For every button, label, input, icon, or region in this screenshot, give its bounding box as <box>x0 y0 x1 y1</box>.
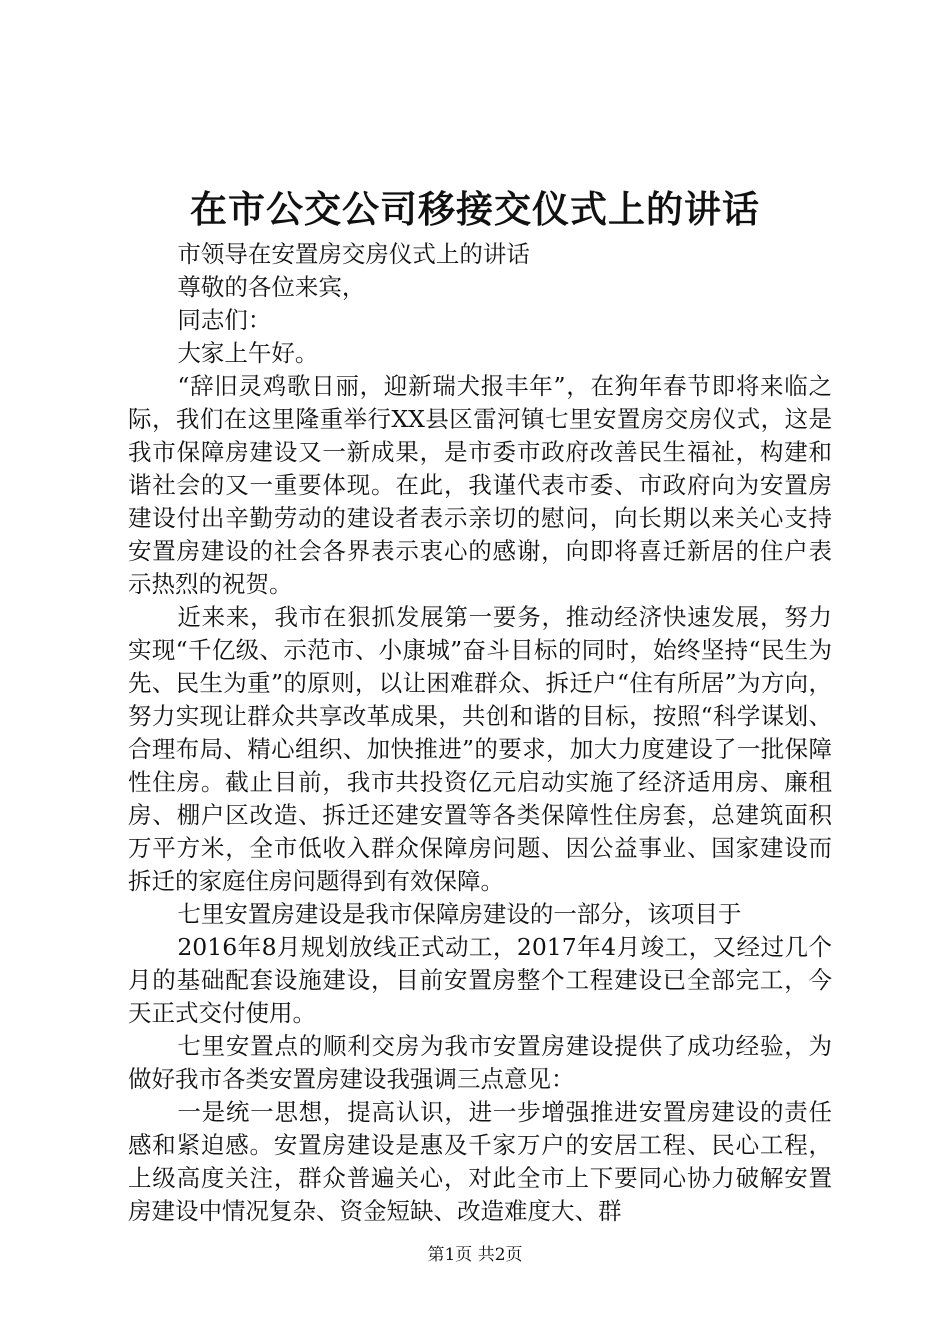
paragraph-opening: “辞旧灵鸡歌日丽，迎新瑞犬报丰年”，在狗年春节即将来临之际，我们在这里隆重举行XX县区雷河镇七里安置房交房仪式，这是我市保障房建设又一新成果，是市委市政府改善民生福祉，构建和谐社会的又一重要体现。在此，我谨代表市委、市政府向为安置房建设付出辛勤劳动的建设者表示亲切的慰问，向长期以来关心支持安置房建设的社会各界表示衷心的感谢，向即将喜迁新居的住户表示热烈的祝贺。 <box>128 372 832 598</box>
paragraph-background: 近来来，我市在狠抓发展第一要务，推动经济快速发展，努力实现“千亿级、示范市、小康城”奋斗目标的同时，始终坚持“民生为先、民生为重”的原则，以让困难群众、拆迁户“住有所居”为方向，努力实现让群众共享改革成果，共创和谐的目标，按照“科学谋划、合理布局、精心组织、加快推进”的要求，加大力度建设了一批保障性住房。截止目前，我市共投资亿元启动实施了经济适用房、廉租房、棚户区改造、拆迁还建安置等各类保障性住房套，总建筑面积万平方米，全市低收入群众保障房问题、因公益事业、国家建设而拆迁的家庭住房问题得到有效保障。 <box>128 603 832 895</box>
document-body <box>128 238 832 1228</box>
paragraph-point-one: 一是统一思想，提高认识，进一步增强推进安置房建设的责任感和紧迫感。安置房建设是惠及千家万户的安居工程、民心工程，上级高度关注，群众普遍关心，对此全市上下要同心协力破解安置房建设中情况复杂、资金短缺、改造难度大、群 <box>128 1098 832 1225</box>
document-title: 在市公交公司移接交仪式上的讲话 <box>190 187 760 231</box>
paragraph-project-timeline: 2016年8月规划放线正式动工，2017年4月竣工，又经过几个月的基础配套设施建设，目前安置房整个工程建设已全部完工，今天正式交付使用。 <box>128 933 832 1027</box>
page-footer: 第1页 共2页 <box>427 1245 523 1265</box>
paragraph-salutation: 尊敬的各位来宾， <box>177 273 366 301</box>
paragraph-experience: 七里安置点的顺利交房为我市安置房建设提供了成功经验，为做好我市各类安置房建设我强调三点意见： <box>128 1032 832 1093</box>
paragraph-subtitle: 市领导在安置房交房仪式上的讲话 <box>177 240 530 268</box>
paragraph-project-intro: 七里安置房建设是我市保障房建设的一部分，该项目于 <box>177 900 742 928</box>
paragraph-greeting: 大家上午好。 <box>177 339 319 367</box>
paragraph-comrades: 同志们： <box>177 306 272 334</box>
